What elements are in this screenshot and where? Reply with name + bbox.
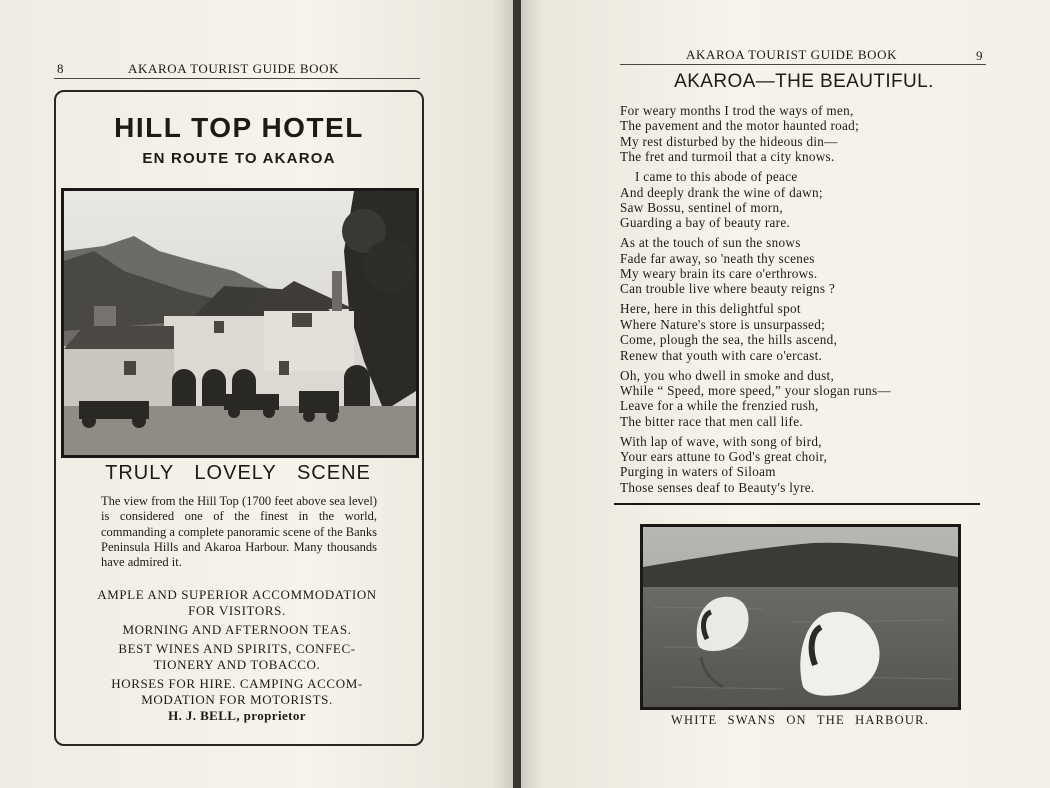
amenity-line: HORSES FOR HIRE. CAMPING ACCOM- [111, 676, 363, 691]
poem-line: Oh, you who dwell in smoke and dust, [620, 367, 835, 383]
poem-line: Can trouble live where beauty reigns ? [620, 281, 836, 297]
right-running-head: AKAROA TOURIST GUIDE BOOK [686, 47, 898, 62]
amenity-line: FOR VISITORS. [188, 603, 286, 618]
poem [620, 103, 970, 500]
poem-line: The bitter race that men call life. [620, 413, 803, 429]
poem-stanza [620, 434, 970, 496]
left-head-rule [54, 78, 420, 79]
scene-title: TRULY LOVELY SCENE [105, 462, 371, 484]
poem-line: Leave for a while the frenzied rush, [620, 398, 819, 414]
hotel-title: HILL TOP HOTEL [114, 112, 364, 143]
poem-line: Where Nature's store is unsurpassed; [620, 316, 826, 332]
hotel-photo [61, 188, 419, 458]
poem-line: Guarding a bay of beauty rare. [620, 215, 791, 231]
poem-end-rule [614, 503, 980, 505]
poem-line: Renew that youth with care o'ercast. [620, 347, 823, 363]
amenity-line: AMPLE AND SUPERIOR ACCOMMODATION [97, 587, 377, 602]
right-head-rule [620, 64, 986, 65]
swans-photo [640, 524, 961, 710]
poem-stanza [620, 169, 970, 231]
poem-line: And deeply drank the wine of dawn; [620, 184, 823, 200]
hotel-description: The view from the Hill Top (1700 feet above sea level) is considered one of the finest in the world, commanding a complete panoramic scene of the Banks Peninsula Hills and Akaroa Harbour. Many thousands have admired it. [101, 494, 377, 570]
proprietor: H. J. BELL, proprietor [168, 708, 306, 723]
poem-title: AKAROA—THE BEAUTIFUL. [674, 71, 934, 92]
poem-line: For weary months I trod the ways of men, [620, 103, 854, 118]
poem-line: Fade far away, so 'neath thy scenes [620, 250, 815, 266]
poem-line: Saw Bossu, sentinel of morn, [620, 199, 783, 215]
poem-line: I came to this abode of peace [635, 169, 798, 185]
book-spine [513, 0, 521, 788]
left-running-head: AKAROA TOURIST GUIDE BOOK [128, 61, 340, 76]
hotel-subtitle: EN ROUTE TO AKAROA [142, 150, 336, 167]
poem-line: Those senses deaf to Beauty's lyre. [620, 479, 815, 495]
poem-line: My weary brain its care o'erthrows. [620, 266, 818, 282]
amenity-line: TIONERY AND TOBACCO. [153, 657, 321, 672]
poem-line: Here, here in this delightful spot [620, 301, 801, 317]
hotel-amenities [60, 587, 414, 724]
poem-line: As at the touch of sun the snows [620, 235, 801, 251]
poem-line: The fret and turmoil that a city knows. [620, 149, 835, 165]
poem-stanza [620, 103, 970, 165]
poem-line: While “ Speed, more speed,” your slogan runs— [620, 382, 891, 398]
poem-line: My rest disturbed by the hideous din— [620, 133, 838, 149]
poem-line: With lap of wave, with song of bird, [620, 433, 822, 449]
amenity-line: BEST WINES AND SPIRITS, CONFEC- [118, 641, 356, 656]
poem-stanza [620, 368, 970, 430]
amenity-line: MODATION FOR MOTORISTS. [141, 692, 333, 707]
poem-line: Purging in waters of Siloam [620, 464, 776, 480]
poem-line: Come, plough the sea, the hills ascend, [620, 332, 838, 348]
poem-line: The pavement and the motor haunted road; [620, 118, 860, 134]
right-page-number: 9 [976, 48, 984, 63]
amenity-line: MORNING AND AFTERNOON TEAS. [122, 622, 352, 637]
poem-line: Your ears attune to God's great choir, [620, 449, 828, 465]
left-page-number: 8 [57, 61, 65, 76]
poem-stanza [620, 235, 970, 297]
photo-caption: WHITE SWANS ON THE HARBOUR. [671, 713, 929, 727]
poem-stanza [620, 301, 970, 363]
